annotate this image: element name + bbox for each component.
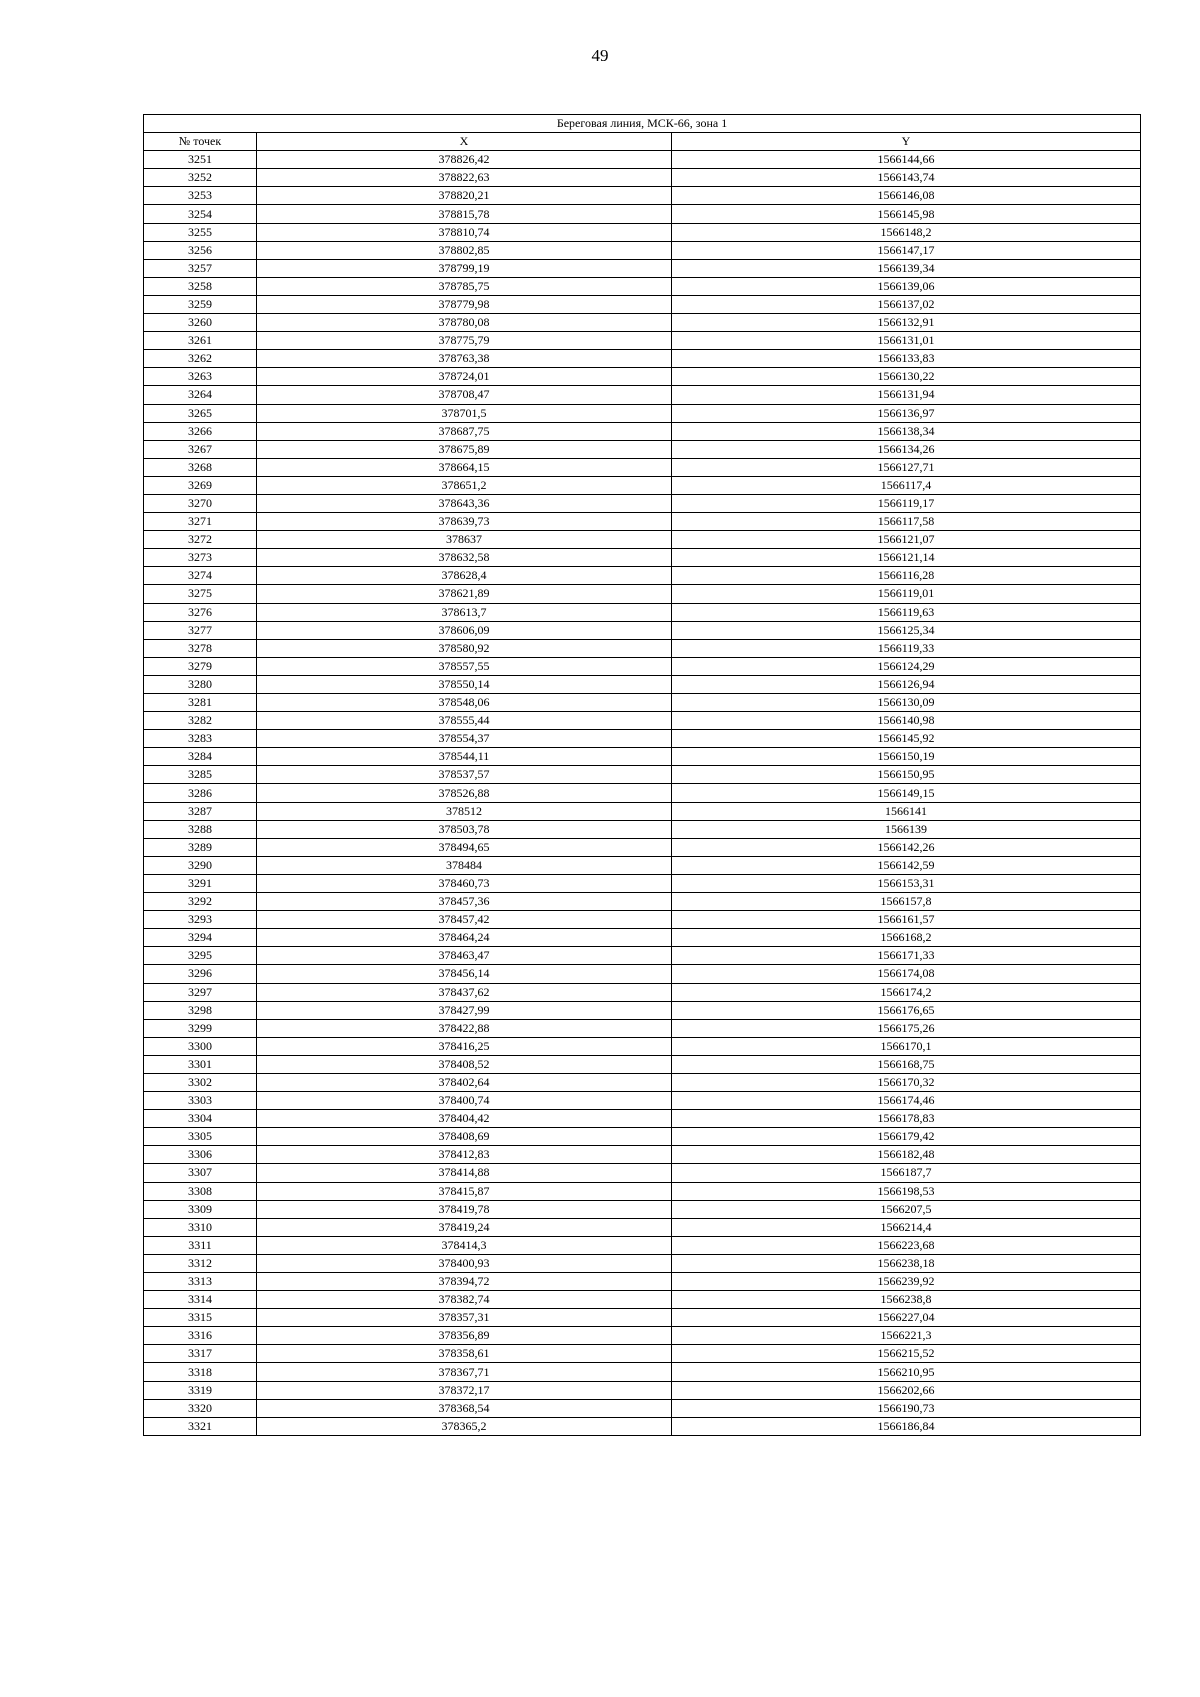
cell-y: 1566142,59 (672, 856, 1141, 874)
cell-y: 1566207,5 (672, 1200, 1141, 1218)
coordinates-table (143, 114, 1141, 1436)
cell-point-number: 3291 (144, 874, 257, 892)
cell-y: 1566157,8 (672, 893, 1141, 911)
table-row (144, 1363, 1141, 1381)
cell-x: 378544,11 (257, 748, 672, 766)
cell-y: 1566140,98 (672, 712, 1141, 730)
table-row (144, 458, 1141, 476)
cell-x: 378457,42 (257, 911, 672, 929)
table-row (144, 1146, 1141, 1164)
cell-point-number: 3317 (144, 1345, 257, 1363)
cell-x: 378427,99 (257, 1001, 672, 1019)
cell-y: 1566174,46 (672, 1092, 1141, 1110)
cell-x: 378675,89 (257, 440, 672, 458)
cell-y: 1566178,83 (672, 1110, 1141, 1128)
cell-y: 1566202,66 (672, 1381, 1141, 1399)
cell-point-number: 3275 (144, 585, 257, 603)
table-row (144, 513, 1141, 531)
cell-point-number: 3298 (144, 1001, 257, 1019)
cell-x: 378550,14 (257, 675, 672, 693)
cell-x: 378503,78 (257, 820, 672, 838)
cell-point-number: 3293 (144, 911, 257, 929)
cell-point-number: 3316 (144, 1327, 257, 1345)
column-header-x: X (257, 133, 672, 151)
cell-point-number: 3286 (144, 784, 257, 802)
table-row (144, 1073, 1141, 1091)
cell-point-number: 3306 (144, 1146, 257, 1164)
cell-y: 1566119,63 (672, 603, 1141, 621)
cell-y: 1566133,83 (672, 350, 1141, 368)
table-title: Береговая линия, МСК-66, зона 1 (144, 115, 1141, 133)
cell-y: 1566214,4 (672, 1218, 1141, 1236)
table-row (144, 476, 1141, 494)
cell-y: 1566127,71 (672, 458, 1141, 476)
cell-point-number: 3280 (144, 675, 257, 693)
cell-y: 1566239,92 (672, 1273, 1141, 1291)
cell-y: 1566174,2 (672, 983, 1141, 1001)
cell-point-number: 3321 (144, 1417, 257, 1435)
cell-y: 1566136,97 (672, 404, 1141, 422)
cell-x: 378802,85 (257, 241, 672, 259)
cell-y: 1566142,26 (672, 838, 1141, 856)
table-row (144, 603, 1141, 621)
cell-y: 1566139,34 (672, 259, 1141, 277)
table-row (144, 314, 1141, 332)
table-row (144, 151, 1141, 169)
table-row (144, 1327, 1141, 1345)
table-row (144, 1001, 1141, 1019)
cell-x: 378419,24 (257, 1218, 672, 1236)
cell-point-number: 3258 (144, 277, 257, 295)
table-row (144, 223, 1141, 241)
cell-x: 378457,36 (257, 893, 672, 911)
cell-point-number: 3264 (144, 386, 257, 404)
cell-x: 378356,89 (257, 1327, 672, 1345)
cell-point-number: 3320 (144, 1399, 257, 1417)
cell-y: 1566141 (672, 802, 1141, 820)
table-row (144, 169, 1141, 187)
cell-x: 378775,79 (257, 332, 672, 350)
cell-point-number: 3303 (144, 1092, 257, 1110)
cell-x: 378643,36 (257, 494, 672, 512)
cell-y: 1566198,53 (672, 1182, 1141, 1200)
cell-x: 378526,88 (257, 784, 672, 802)
cell-x: 378358,61 (257, 1345, 672, 1363)
cell-point-number: 3285 (144, 766, 257, 784)
cell-x: 378368,54 (257, 1399, 672, 1417)
cell-point-number: 3313 (144, 1273, 257, 1291)
table-row (144, 277, 1141, 295)
cell-point-number: 3305 (144, 1128, 257, 1146)
cell-y: 1566147,17 (672, 241, 1141, 259)
cell-y: 1566174,08 (672, 965, 1141, 983)
cell-x: 378484 (257, 856, 672, 874)
table-row (144, 187, 1141, 205)
cell-y: 1566130,09 (672, 694, 1141, 712)
cell-point-number: 3271 (144, 513, 257, 531)
table-row (144, 1200, 1141, 1218)
cell-x: 378799,19 (257, 259, 672, 277)
cell-y: 1566150,19 (672, 748, 1141, 766)
cell-y: 1566144,66 (672, 151, 1141, 169)
cell-y: 1566145,92 (672, 730, 1141, 748)
cell-point-number: 3267 (144, 440, 257, 458)
cell-x: 378537,57 (257, 766, 672, 784)
column-header-y: Y (672, 133, 1141, 151)
cell-point-number: 3311 (144, 1236, 257, 1254)
cell-point-number: 3314 (144, 1291, 257, 1309)
cell-y: 1566139,06 (672, 277, 1141, 295)
cell-point-number: 3252 (144, 169, 257, 187)
table-row (144, 694, 1141, 712)
cell-x: 378400,74 (257, 1092, 672, 1110)
table-row (144, 440, 1141, 458)
cell-y: 1566238,18 (672, 1254, 1141, 1272)
cell-point-number: 3308 (144, 1182, 257, 1200)
cell-point-number: 3288 (144, 820, 257, 838)
table-row (144, 802, 1141, 820)
cell-point-number: 3272 (144, 531, 257, 549)
cell-x: 378637 (257, 531, 672, 549)
cell-point-number: 3309 (144, 1200, 257, 1218)
cell-x: 378365,2 (257, 1417, 672, 1435)
table-row (144, 675, 1141, 693)
cell-y: 1566119,33 (672, 639, 1141, 657)
cell-x: 378554,37 (257, 730, 672, 748)
cell-point-number: 3253 (144, 187, 257, 205)
cell-point-number: 3277 (144, 621, 257, 639)
cell-x: 378494,65 (257, 838, 672, 856)
cell-point-number: 3254 (144, 205, 257, 223)
cell-x: 378779,98 (257, 295, 672, 313)
table-row (144, 911, 1141, 929)
table-row (144, 1164, 1141, 1182)
cell-x: 378512 (257, 802, 672, 820)
cell-y: 1566223,68 (672, 1236, 1141, 1254)
table-row (144, 766, 1141, 784)
cell-point-number: 3266 (144, 422, 257, 440)
table-row (144, 332, 1141, 350)
table-row (144, 965, 1141, 983)
cell-point-number: 3318 (144, 1363, 257, 1381)
cell-y: 1566132,91 (672, 314, 1141, 332)
table-row (144, 295, 1141, 313)
cell-y: 1566117,58 (672, 513, 1141, 531)
cell-point-number: 3274 (144, 567, 257, 585)
cell-point-number: 3261 (144, 332, 257, 350)
cell-x: 378708,47 (257, 386, 672, 404)
cell-y: 1566176,65 (672, 1001, 1141, 1019)
cell-point-number: 3283 (144, 730, 257, 748)
cell-y: 1566139 (672, 820, 1141, 838)
page-number: 49 (591, 46, 609, 65)
cell-point-number: 3315 (144, 1309, 257, 1327)
cell-point-number: 3300 (144, 1037, 257, 1055)
cell-y: 1566161,57 (672, 911, 1141, 929)
cell-y: 1566210,95 (672, 1363, 1141, 1381)
cell-point-number: 3295 (144, 947, 257, 965)
cell-y: 1566179,42 (672, 1128, 1141, 1146)
cell-point-number: 3310 (144, 1218, 257, 1236)
table-row (144, 1019, 1141, 1037)
cell-x: 378437,62 (257, 983, 672, 1001)
cell-x: 378557,55 (257, 657, 672, 675)
cell-x: 378613,7 (257, 603, 672, 621)
cell-x: 378820,21 (257, 187, 672, 205)
cell-point-number: 3276 (144, 603, 257, 621)
cell-point-number: 3256 (144, 241, 257, 259)
cell-point-number: 3270 (144, 494, 257, 512)
table-row (144, 531, 1141, 549)
table-row (144, 657, 1141, 675)
cell-y: 1566150,95 (672, 766, 1141, 784)
cell-x: 378367,71 (257, 1363, 672, 1381)
cell-x: 378414,3 (257, 1236, 672, 1254)
cell-y: 1566119,17 (672, 494, 1141, 512)
cell-x: 378408,69 (257, 1128, 672, 1146)
cell-x: 378621,89 (257, 585, 672, 603)
cell-x: 378456,14 (257, 965, 672, 983)
cell-x: 378419,78 (257, 1200, 672, 1218)
table-row (144, 368, 1141, 386)
cell-y: 1566190,73 (672, 1399, 1141, 1417)
cell-y: 1566170,32 (672, 1073, 1141, 1091)
cell-x: 378412,83 (257, 1146, 672, 1164)
cell-y: 1566134,26 (672, 440, 1141, 458)
cell-y: 1566221,3 (672, 1327, 1141, 1345)
cell-y: 1566138,34 (672, 422, 1141, 440)
cell-x: 378404,42 (257, 1110, 672, 1128)
cell-x: 378687,75 (257, 422, 672, 440)
cell-point-number: 3289 (144, 838, 257, 856)
table-row (144, 1182, 1141, 1200)
table-row (144, 585, 1141, 603)
cell-y: 1566146,08 (672, 187, 1141, 205)
cell-y: 1566131,01 (672, 332, 1141, 350)
cell-x: 378632,58 (257, 549, 672, 567)
cell-x: 378548,06 (257, 694, 672, 712)
table-row (144, 784, 1141, 802)
table-row (144, 205, 1141, 223)
cell-point-number: 3319 (144, 1381, 257, 1399)
cell-point-number: 3296 (144, 965, 257, 983)
cell-point-number: 3257 (144, 259, 257, 277)
cell-x: 378701,5 (257, 404, 672, 422)
cell-y: 1566238,8 (672, 1291, 1141, 1309)
cell-y: 1566170,1 (672, 1037, 1141, 1055)
cell-point-number: 3292 (144, 893, 257, 911)
cell-y: 1566187,7 (672, 1164, 1141, 1182)
cell-x: 378724,01 (257, 368, 672, 386)
table-row (144, 386, 1141, 404)
cell-y: 1566130,22 (672, 368, 1141, 386)
cell-y: 1566186,84 (672, 1417, 1141, 1435)
table-row (144, 350, 1141, 368)
table-row (144, 1236, 1141, 1254)
cell-y: 1566171,33 (672, 947, 1141, 965)
cell-x: 378555,44 (257, 712, 672, 730)
cell-point-number: 3312 (144, 1254, 257, 1272)
table-row (144, 494, 1141, 512)
cell-x: 378408,52 (257, 1055, 672, 1073)
cell-x: 378780,08 (257, 314, 672, 332)
cell-point-number: 3294 (144, 929, 257, 947)
cell-x: 378415,87 (257, 1182, 672, 1200)
table-row (144, 730, 1141, 748)
cell-y: 1566121,07 (672, 531, 1141, 549)
table-body (144, 151, 1141, 1436)
cell-point-number: 3262 (144, 350, 257, 368)
cell-point-number: 3260 (144, 314, 257, 332)
table-row (144, 1128, 1141, 1146)
cell-x: 378606,09 (257, 621, 672, 639)
cell-y: 1566124,29 (672, 657, 1141, 675)
table-row (144, 856, 1141, 874)
cell-x: 378639,73 (257, 513, 672, 531)
cell-point-number: 3281 (144, 694, 257, 712)
table-row (144, 1055, 1141, 1073)
cell-x: 378400,93 (257, 1254, 672, 1272)
cell-y: 1566215,52 (672, 1345, 1141, 1363)
cell-y: 1566131,94 (672, 386, 1141, 404)
cell-y: 1566153,31 (672, 874, 1141, 892)
cell-y: 1566143,74 (672, 169, 1141, 187)
cell-y: 1566182,48 (672, 1146, 1141, 1164)
table-row (144, 404, 1141, 422)
cell-x: 378785,75 (257, 277, 672, 295)
column-header-point-number: № точек (144, 133, 257, 151)
table-row (144, 947, 1141, 965)
cell-y: 1566119,01 (672, 585, 1141, 603)
cell-y: 1566126,94 (672, 675, 1141, 693)
cell-x: 378826,42 (257, 151, 672, 169)
cell-y: 1566125,34 (672, 621, 1141, 639)
cell-y: 1566227,04 (672, 1309, 1141, 1327)
cell-x: 378464,24 (257, 929, 672, 947)
cell-point-number: 3251 (144, 151, 257, 169)
table-row (144, 1417, 1141, 1435)
table-row (144, 893, 1141, 911)
cell-y: 1566117,4 (672, 476, 1141, 494)
table-row (144, 259, 1141, 277)
cell-point-number: 3302 (144, 1073, 257, 1091)
cell-point-number: 3297 (144, 983, 257, 1001)
cell-point-number: 3255 (144, 223, 257, 241)
cell-x: 378394,72 (257, 1273, 672, 1291)
table-row (144, 748, 1141, 766)
cell-x: 378422,88 (257, 1019, 672, 1037)
table-row (144, 1092, 1141, 1110)
cell-y: 1566145,98 (672, 205, 1141, 223)
table-row (144, 422, 1141, 440)
cell-x: 378628,4 (257, 567, 672, 585)
cell-point-number: 3265 (144, 404, 257, 422)
cell-x: 378402,64 (257, 1073, 672, 1091)
table-header-row (144, 133, 1141, 151)
table-row (144, 621, 1141, 639)
table-row (144, 1037, 1141, 1055)
table-row (144, 838, 1141, 856)
cell-y: 1566149,15 (672, 784, 1141, 802)
cell-point-number: 3279 (144, 657, 257, 675)
cell-y: 1566116,28 (672, 567, 1141, 585)
cell-x: 378416,25 (257, 1037, 672, 1055)
cell-y: 1566175,26 (672, 1019, 1141, 1037)
table-row (144, 929, 1141, 947)
cell-point-number: 3304 (144, 1110, 257, 1128)
cell-y: 1566168,75 (672, 1055, 1141, 1073)
table-row (144, 874, 1141, 892)
table-row (144, 1399, 1141, 1417)
table-row (144, 1254, 1141, 1272)
cell-point-number: 3284 (144, 748, 257, 766)
cell-point-number: 3307 (144, 1164, 257, 1182)
cell-y: 1566168,2 (672, 929, 1141, 947)
cell-point-number: 3290 (144, 856, 257, 874)
cell-x: 378357,31 (257, 1309, 672, 1327)
cell-x: 378822,63 (257, 169, 672, 187)
cell-y: 1566148,2 (672, 223, 1141, 241)
table-row (144, 1309, 1141, 1327)
cell-x: 378460,73 (257, 874, 672, 892)
cell-point-number: 3282 (144, 712, 257, 730)
table-row (144, 1345, 1141, 1363)
cell-point-number: 3287 (144, 802, 257, 820)
table-row (144, 567, 1141, 585)
cell-point-number: 3299 (144, 1019, 257, 1037)
table-row (144, 549, 1141, 567)
table-row (144, 983, 1141, 1001)
table-row (144, 1273, 1141, 1291)
table-title-row (144, 115, 1141, 133)
table-row (144, 820, 1141, 838)
cell-x: 378372,17 (257, 1381, 672, 1399)
cell-y: 1566137,02 (672, 295, 1141, 313)
cell-point-number: 3268 (144, 458, 257, 476)
table-row (144, 639, 1141, 657)
cell-x: 378815,78 (257, 205, 672, 223)
cell-x: 378651,2 (257, 476, 672, 494)
table-row (144, 1381, 1141, 1399)
cell-point-number: 3259 (144, 295, 257, 313)
cell-point-number: 3273 (144, 549, 257, 567)
cell-point-number: 3263 (144, 368, 257, 386)
table-row (144, 1110, 1141, 1128)
cell-point-number: 3278 (144, 639, 257, 657)
cell-x: 378664,15 (257, 458, 672, 476)
cell-x: 378382,74 (257, 1291, 672, 1309)
table-row (144, 1291, 1141, 1309)
table-row (144, 712, 1141, 730)
table-row (144, 241, 1141, 259)
cell-x: 378414,88 (257, 1164, 672, 1182)
cell-y: 1566121,14 (672, 549, 1141, 567)
cell-x: 378463,47 (257, 947, 672, 965)
cell-point-number: 3269 (144, 476, 257, 494)
cell-x: 378580,92 (257, 639, 672, 657)
table-row (144, 1218, 1141, 1236)
cell-x: 378810,74 (257, 223, 672, 241)
cell-point-number: 3301 (144, 1055, 257, 1073)
cell-x: 378763,38 (257, 350, 672, 368)
